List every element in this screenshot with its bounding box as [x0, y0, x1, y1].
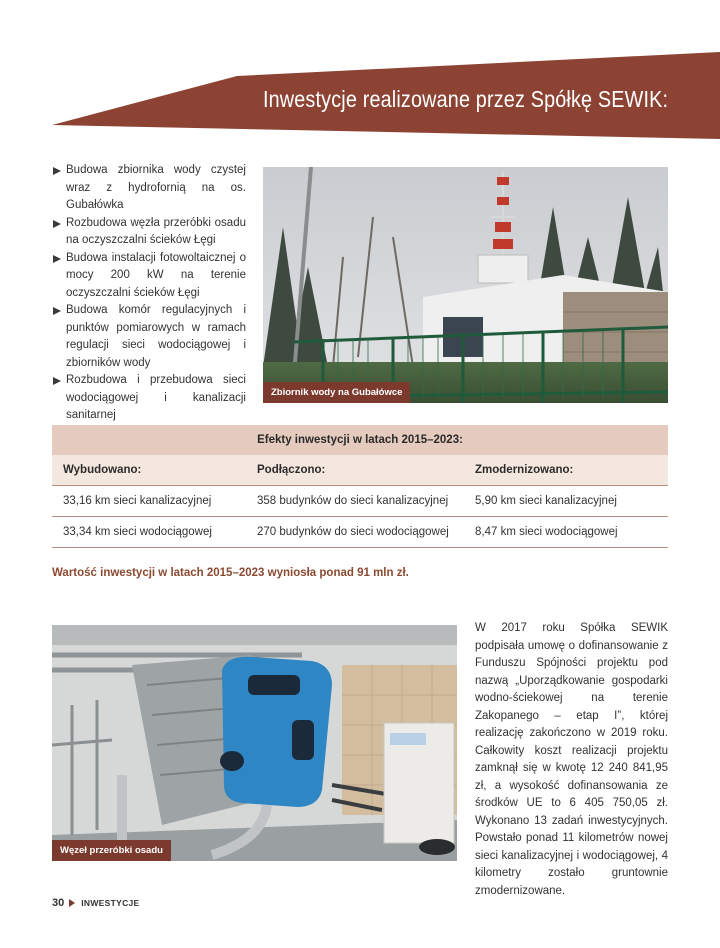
- list-item: Rozbudowa i przebudowa sieci wodociągowej i kanalizacji sanitarnej: [52, 372, 246, 425]
- list-item: Budowa komór regulacyjnych i punktów pomiarowych w ramach regulacji sieci wodociągowej i zbiorników wody: [52, 302, 246, 372]
- arrow-right-icon: [69, 899, 75, 907]
- page-title: Inwestycje realizowane przez Spółkę SEWIK:: [262, 86, 668, 112]
- table-cell: 5,90 km sieci kanalizacyjnej: [475, 495, 617, 507]
- photo-sludge-node: [52, 625, 457, 861]
- photo-caption: Węzeł przeróbki osadu: [52, 840, 171, 861]
- effects-table: [52, 425, 668, 548]
- investment-value-summary: Wartość inwestycji w latach 2015–2023 wyniosła ponad 91 mln zł.: [52, 567, 409, 579]
- list-item: Budowa zbiornika wody czystej wraz z hydrofornią na os. Gubałówka: [52, 162, 246, 215]
- table-cell: 8,47 km sieci wodociągowej: [475, 526, 618, 538]
- column-header: Zmodernizowano:: [475, 464, 574, 476]
- investments-list: [52, 162, 246, 425]
- header-banner: [0, 0, 720, 160]
- table-header-row: [52, 455, 668, 486]
- page-footer: [52, 897, 140, 909]
- photo-illustration: [52, 625, 457, 861]
- page-number: 30: [52, 897, 65, 909]
- project-description: W 2017 roku Spółka SEWIK podpisała umowę o dofinansowanie z Funduszu Spójności projektu pod nazwą „Uporządkowanie gospodarki wodno-ściekowej na terenie Zakopanego – etap I”, której realizację zakończono w 2019 roku. Całkowity koszt realizacji projektu zamknął się w kwotę 12 240 841,95 zł, a wysokość dofinansowania ze środków UE to 6 405 750,05 zł. Wykonano 13 zadań inwestycyjnych. Powstało ponad 11 kilometrów nowej sieci kanalizacyjnej i wodociągowej, 4 kilometry zostało gruntownie zmodernizowane.: [475, 622, 668, 897]
- list-item: Rozbudowa węzła przeróbki osadu na oczyszczalni ścieków Łęgi: [52, 215, 246, 250]
- photo-illustration: [263, 167, 668, 403]
- table-cell: 270 budynków do sieci wodociągowej: [257, 526, 449, 538]
- photo-water-reservoir: [263, 167, 668, 403]
- column-header: Podłączono:: [257, 464, 326, 476]
- list-item: Budowa instalacji fotowoltaicznej o mocy 200 kW na terenie oczyszczalni ścieków Łęgi: [52, 250, 246, 303]
- column-header: Wybudowano:: [63, 464, 142, 476]
- table-cell: 358 budynków do sieci kanalizacyjnej: [257, 495, 449, 507]
- table-row: [52, 517, 668, 548]
- photo-caption: Zbiornik wody na Gubałówce: [263, 382, 410, 403]
- section-label: INWESTYCJE: [81, 898, 140, 908]
- table-cell: 33,34 km sieci wodociągowej: [63, 526, 212, 538]
- table-title: Efekty inwestycji w latach 2015–2023:: [52, 425, 668, 455]
- table-cell: 33,16 km sieci kanalizacyjnej: [63, 495, 212, 507]
- table-row: [52, 486, 668, 517]
